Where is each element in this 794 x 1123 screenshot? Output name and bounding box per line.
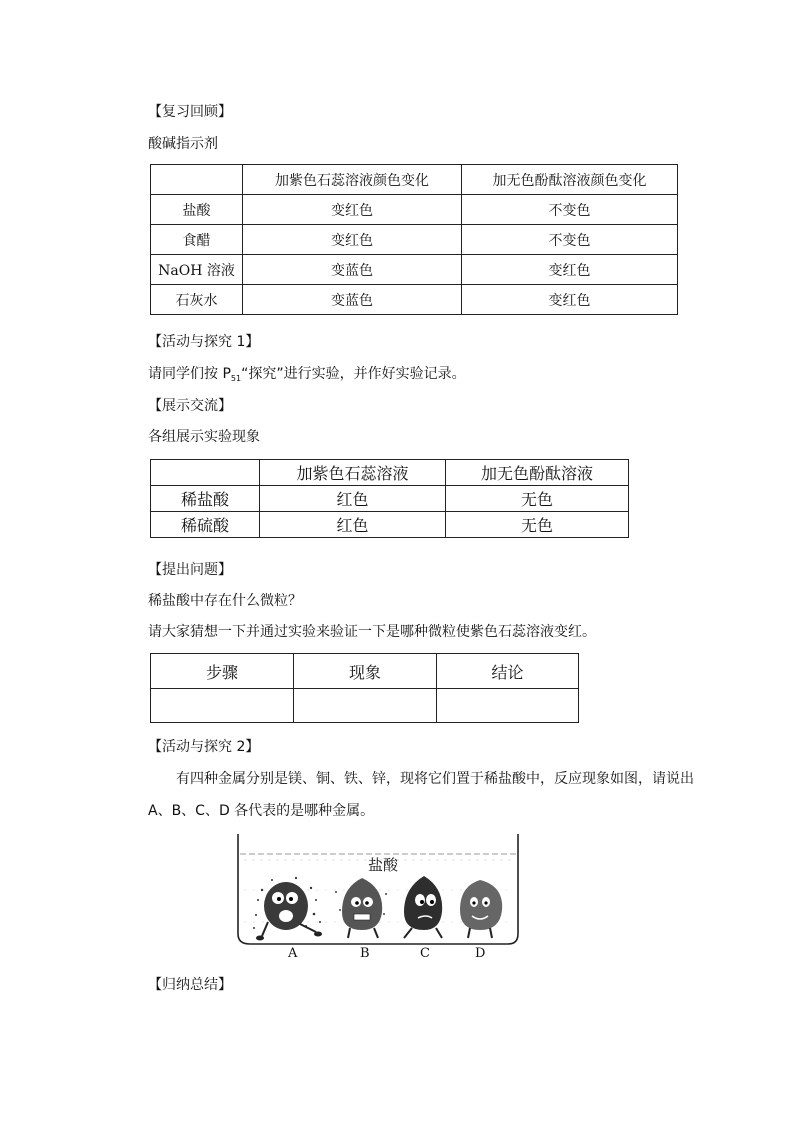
table-cell: 盐酸 <box>151 195 243 225</box>
table-cell: 石灰水 <box>151 285 243 315</box>
table-cell: 变红色 <box>462 285 678 315</box>
table-row <box>151 689 579 723</box>
exchange-text: 各组展示实验现象 <box>148 429 260 445</box>
verification-table <box>150 653 579 723</box>
table-header-cell: 加紫色石蕊溶液颜色变化 <box>243 165 462 195</box>
metal-label-b: B <box>360 946 370 961</box>
metal-b <box>342 878 382 938</box>
table-cell: 不变色 <box>462 195 678 225</box>
metal-c <box>404 876 442 938</box>
question-heading: 【提出问题】 <box>148 562 232 578</box>
table-cell: 红色 <box>260 486 446 512</box>
metal-a <box>256 882 322 941</box>
table-header-cell: 加无色酚酞溶液颜色变化 <box>462 165 678 195</box>
metal-label-a: A <box>288 946 298 961</box>
table-cell <box>294 689 437 723</box>
table-cell <box>151 689 294 723</box>
table-cell: 无色 <box>446 512 629 538</box>
table-header-row <box>151 654 579 689</box>
table-header-cell <box>151 460 260 486</box>
question-2: 请大家猜想一下并通过实验来验证一下是哪种微粒使紫色石蕊溶液变红。 <box>148 624 596 640</box>
activity2-line-1: 有四种金属分别是镁、铜、铁、锌，现将它们置于稀盐酸中，反应现象如图，请说出 <box>176 771 694 787</box>
table-header-row <box>151 165 678 195</box>
metal-label-c: C <box>420 946 430 961</box>
table-header-cell <box>151 165 243 195</box>
activity1-heading: 【活动与探究 1】 <box>148 334 260 350</box>
table-cell: 变红色 <box>462 255 678 285</box>
table-row <box>151 255 678 285</box>
summary-heading: 【归纳总结】 <box>148 977 232 993</box>
table-cell: 变红色 <box>243 225 462 255</box>
table-header-cell: 现象 <box>294 654 437 689</box>
indicator-table <box>150 164 678 315</box>
indicator-label: 酸碱指示剂 <box>148 136 218 152</box>
table-cell: 变蓝色 <box>243 285 462 315</box>
table-row <box>151 486 629 512</box>
table-cell: 红色 <box>260 512 446 538</box>
table-row <box>151 195 678 225</box>
table-cell: 不变色 <box>462 225 678 255</box>
table-header-cell: 步骤 <box>151 654 294 689</box>
table-cell: 食醋 <box>151 225 243 255</box>
metal-d <box>460 880 502 938</box>
exchange-heading: 【展示交流】 <box>148 398 232 414</box>
table-row <box>151 285 678 315</box>
table-cell: 变红色 <box>243 195 462 225</box>
table-cell: 变蓝色 <box>243 255 462 285</box>
table-cell: 无色 <box>446 486 629 512</box>
table-cell: 稀硫酸 <box>151 512 260 538</box>
table-row <box>151 512 629 538</box>
table-row <box>151 225 678 255</box>
review-heading: 【复习回顾】 <box>148 104 232 120</box>
table-cell: 稀盐酸 <box>151 486 260 512</box>
table-header-cell: 加无色酚酞溶液 <box>446 460 629 486</box>
table-cell: NaOH 溶液 <box>151 255 243 285</box>
activity1-text: 请同学们按 $P_{51}“$探究”进行实验，并作好实验记录。 <box>148 366 466 383</box>
beaker-label: 盐酸 <box>368 856 399 874</box>
table-header-row <box>151 460 629 486</box>
activity2-heading: 【活动与探究 2】 <box>148 739 260 755</box>
metal-label-d: D <box>475 946 486 961</box>
table-cell <box>437 689 579 723</box>
table-header-cell: 结论 <box>437 654 579 689</box>
experiment-table <box>150 459 629 538</box>
question-1: 稀盐酸中存在什么微粒？ <box>148 593 302 609</box>
table-header-cell: 加紫色石蕊溶液 <box>260 460 446 486</box>
activity2-line-2: A、B、C、D 各代表的是哪种金属。 <box>148 803 375 819</box>
